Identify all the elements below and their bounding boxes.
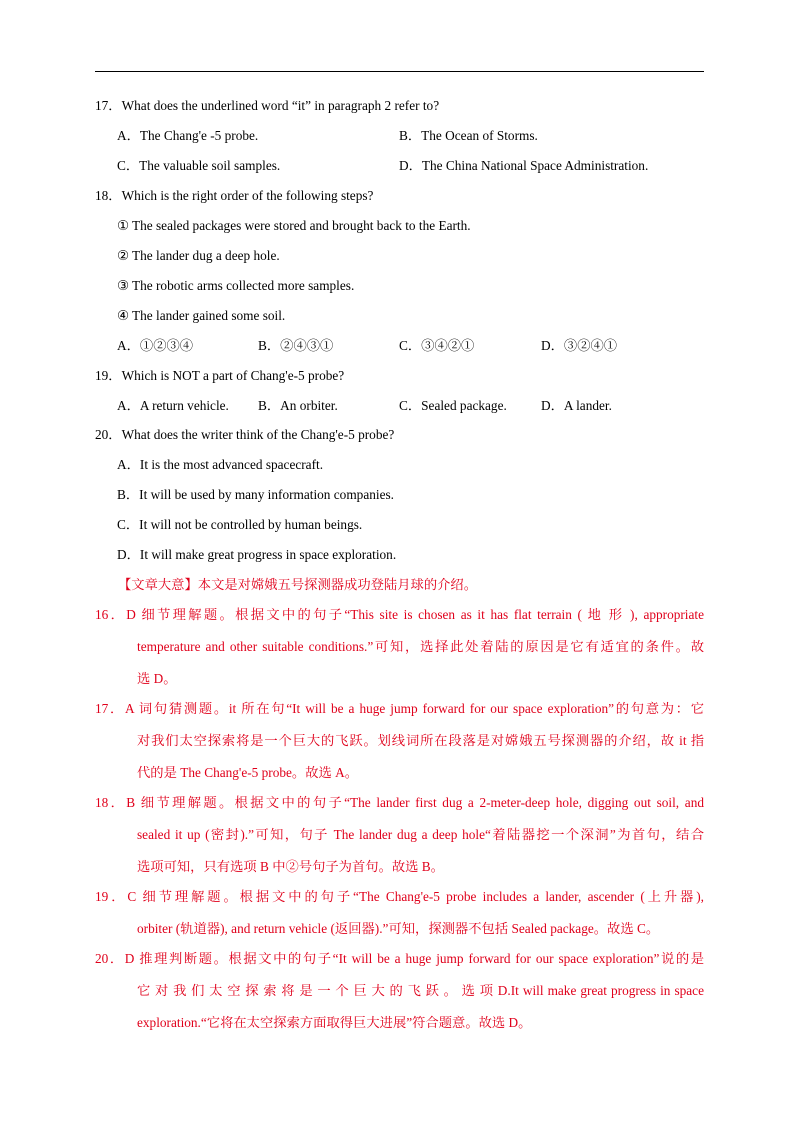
answer-19-line-1: 19．C 细节理解题。根据文中的句子“The Chang'e-5 probe includes a lander, ascender (上升器), [95,889,704,904]
answer-18-line-2: sealed it up (密封).”可知，句子 The lander dug a deep hole“着陆器挖一个深洞”为首句，结合 [137,827,704,842]
question-18-step-1: ① The sealed packages were stored and brought back to the Earth. [117,218,471,233]
question-18-option-a: A．①②③④ [117,338,194,353]
question-17-stem: 17．What does the underlined word “it” in paragraph 2 refer to? [95,98,440,113]
answer-17-line-3: 代的是 The Chang'e-5 probe。故选 A。 [137,765,359,780]
question-17-option-a: A．The Chang'e -5 probe. [117,128,259,143]
question-19-option-b: B．An orbiter. [258,398,338,413]
answer-16-line-2: temperature and other suitable conditions.”可知，选择此处着陆的原因是它有适宜的条件。故 [137,639,704,654]
question-20-option-b: B．It will be used by many information companies. [117,487,394,502]
answer-16-line-3: 选 D。 [137,671,177,686]
question-17-option-c: C．The valuable soil samples. [117,158,281,173]
question-17-option-d: D．The China National Space Administration. [399,158,649,173]
header-rule [95,71,704,72]
question-18-step-4: ④ The lander gained some soil. [117,308,286,323]
question-18-step-3: ③ The robotic arms collected more samples. [117,278,355,293]
question-19-option-d: D．A lander. [541,398,612,413]
answer-19-line-2: orbiter (轨道器), and return vehicle (返回器).”可知，探测器不包括 Sealed package。故选 C。 [137,921,660,936]
question-18-option-b: B．②④③① [258,338,334,353]
answer-17-line-2: 对我们太空探索将是一个巨大的飞跃。划线词所在段落是对嫦娥五号探测器的介绍，故 it 指 [137,733,704,748]
question-20-stem: 20．What does the writer think of the Chang'e-5 probe? [95,427,395,442]
answer-18-line-3: 选项可知，只有选项 B 中②号句子为首句。故选 B。 [137,859,444,874]
question-19-option-a: A．A return vehicle. [117,398,229,413]
answer-16-line-1: 16．D 细节理解题。根据文中的句子“This site is chosen as it has flat terrain ( 地 形 ), appropriate [95,607,704,622]
question-18-step-2: ② The lander dug a deep hole. [117,248,280,263]
answer-20-line-1: 20．D 推理判断题。根据文中的句子“It will be a huge jump forward for our space exploration”说的是 [95,951,704,966]
answer-20-line-3: exploration.“它将在太空探索方面取得巨大进展”符合题意。故选 D。 [137,1015,532,1030]
answer-20-line-2: 它 对 我 们 太 空 探 索 将 是 一 个 巨 大 的 飞 跃 。 选 项 D.It will make great progress in space [137,983,704,998]
question-20-option-d: D．It will make great progress in space exploration. [117,547,397,562]
question-17-option-b: B．The Ocean of Storms. [399,128,538,143]
question-20-option-a: A．It is the most advanced spacecraft. [117,457,324,472]
question-20-option-c: C．It will not be controlled by human beings. [117,517,363,532]
article-summary: 【文章大意】本文是对嫦娥五号探测器成功登陆月球的介绍。 [118,577,478,592]
question-19-option-c: C．Sealed package. [399,398,507,413]
answer-17-line-1: 17．A 词句猜测题。it 所在句“It will be a huge jump forward for our space exploration”的句意为：它 [95,701,704,716]
question-18-stem: 18．Which is the right order of the following steps? [95,188,374,203]
answer-18-line-1: 18．B 细节理解题。根据文中的句子“The lander first dug a 2-meter-deep hole, digging out soil, and [95,795,704,810]
question-18-option-c: C．③④②① [399,338,475,353]
question-19-stem: 19．Which is NOT a part of Chang'e-5 probe? [95,368,345,383]
question-18-option-d: D．③②④① [541,338,618,353]
